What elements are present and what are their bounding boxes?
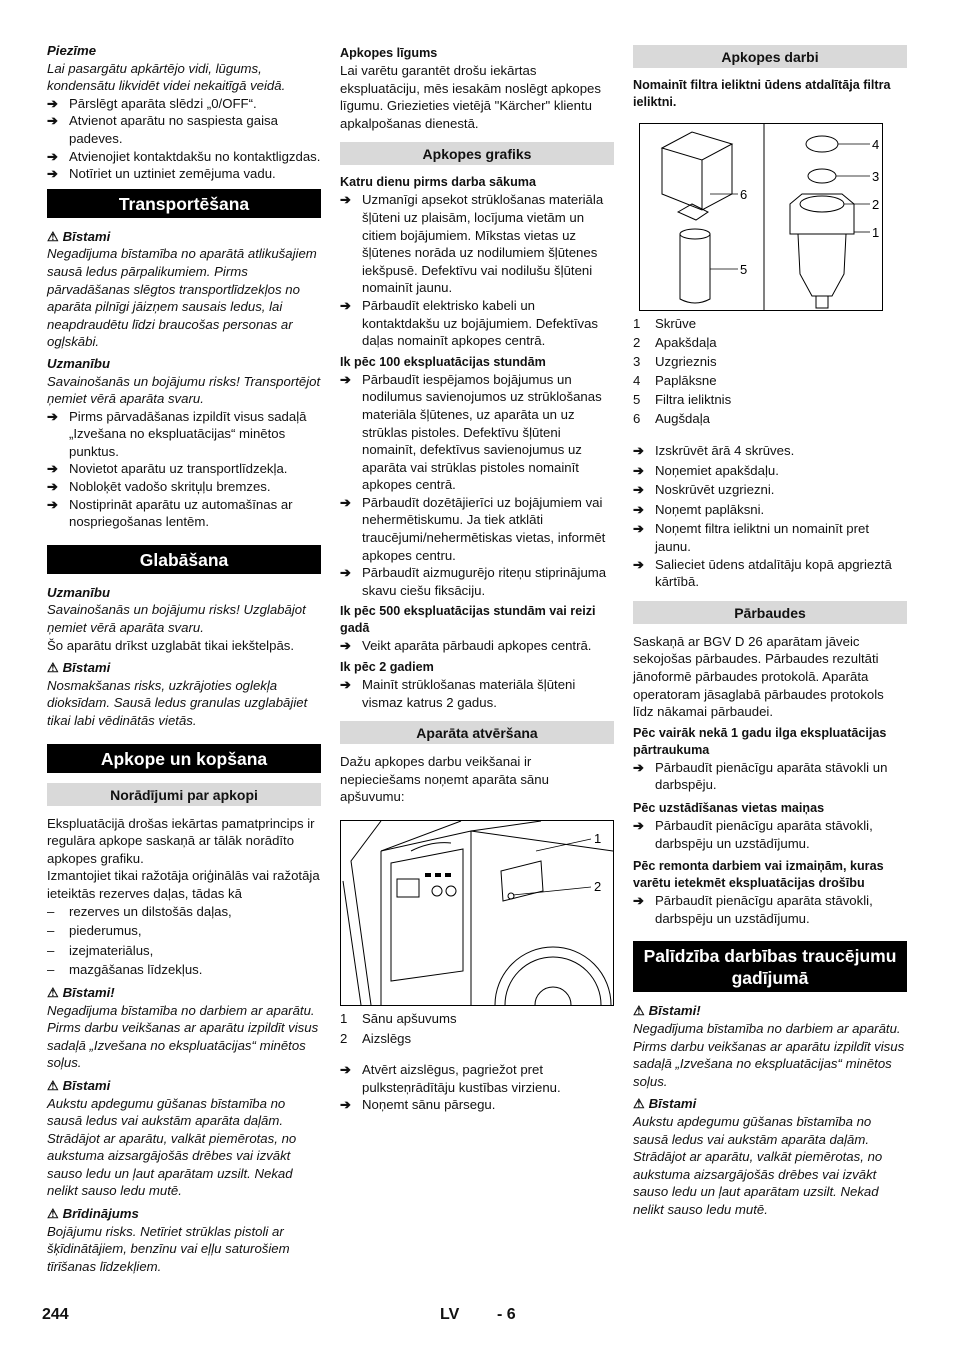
list-item: ➔ Pārbaudīt iespējamos bojājumus un nodilumus savienojumos uz strūklošanas materiāla šļūtenes, uz aparāta un uz strūklas pistoles. Defektīvu šļūteni nomainīt, defektīvus savienojumus uz aparāta vai strūklas pistoles nomainīt apkopes centrā. xyxy=(340,371,602,493)
checks-text: Saskaņā ar BGV D 26 aparātam jāveic sekojošas pārbaudes. Pārbaudes rezultāti jānoformē pārbaudes protokolā. Aparāta operatoram jāsaglabā pārbaudes protokols līdz nākamai pārbaudei. xyxy=(633,633,884,720)
hints-text: Izmantojiet tikai ražotāja oriģinālās vai ražotāja ieteiktās rezerves daļas, tādas kā xyxy=(47,868,320,901)
arrow-icon: ➔ xyxy=(633,893,645,909)
warning-label: ⚠ Bīstami xyxy=(47,228,111,244)
device-side-figure xyxy=(340,820,614,1006)
arrow-icon: ➔ xyxy=(340,371,352,387)
list-item: ➔ Pārbaudīt pienācīgu aparāta stāvokli, darbspēju un uzstādījumu. xyxy=(633,893,873,926)
contract-title: Apkopes līgums xyxy=(340,46,438,60)
language-code: LV xyxy=(440,1306,460,1323)
figure-legend xyxy=(340,1010,614,1047)
arrow-icon: ➔ xyxy=(633,462,645,478)
callout-1: 1 xyxy=(594,831,602,846)
subsection-heading-hints: Norādījumi par apkopi xyxy=(47,783,321,806)
list-item: ➔ Pārslēgt aparāta slēdzi „0/OFF“. xyxy=(47,95,257,111)
warning-icon: ⚠ xyxy=(47,228,59,244)
list-item: ➔ Izskrūvēt ārā 4 skrūves. xyxy=(633,443,795,459)
list-item: ➔ Pārbaudīt pienācīgu aparāta stāvokli, darbspēju un uzstādījumu. xyxy=(633,817,873,851)
h100-steps xyxy=(340,371,614,600)
arrow-icon: ➔ xyxy=(47,113,59,129)
list-item: ➔ Noņemt sānu pārsegu. xyxy=(340,1097,496,1113)
arrow-icon: ➔ xyxy=(47,95,59,111)
legend-item: 4 Paplāksne xyxy=(633,373,717,389)
legend-item: 1 Sānu apšuvums xyxy=(340,1011,457,1026)
page-number: 244 xyxy=(42,1306,69,1323)
list-item: ➔ Nostiprināt aparātu uz automašīnas ar nospriegošanas lentēm. xyxy=(47,496,293,530)
h100-title: Ik pēc 100 ekspluatācijas stundām xyxy=(340,354,546,369)
warning-icon: ⚠ xyxy=(47,1206,59,1222)
arrow-icon: ➔ xyxy=(47,479,59,495)
warning-label: ⚠ Bīstami xyxy=(47,660,111,676)
arrow-icon: ➔ xyxy=(340,297,352,313)
transport-steps xyxy=(47,408,321,531)
hints-text: Ekspluatācijā drošas iekārtas pamatprincips ir regulāra apkope saskaņā ar tālāk norādīto apkopes grafiku. xyxy=(47,815,315,866)
arrow-icon: ➔ xyxy=(47,496,59,512)
list-item: ➔ Atvienojiet kontaktdakšu no kontaktligzdas. xyxy=(47,148,321,164)
list-item: ➔ Mainīt strūklošanas materiāla šļūteni vismaz katrus 2 gadus. xyxy=(340,677,576,710)
filter-figure xyxy=(639,123,883,311)
parts-list xyxy=(47,903,321,979)
note-title: Piezīme xyxy=(47,43,97,58)
list-item: ➔ Noņemt filtra ieliktni un nomainīt pret jaunu. xyxy=(633,521,870,555)
list-item: ➔ Atvērt aizslēgus, pagriežot pret pulksteņrādītāju kustības virzienu. xyxy=(340,1062,561,1095)
callout-6: 6 xyxy=(740,187,748,202)
caution-label: Uzmanību xyxy=(47,355,111,371)
list-item: ➔ Pārbaudīt aizmugurējo riteņu stiprinājuma skavu ciešu fiksāciju. xyxy=(340,565,607,598)
arrow-icon: ➔ xyxy=(633,443,645,459)
column-3 xyxy=(633,42,907,1218)
list-item: ➔ Pārbaudīt dozētājierīci uz bojājumiem vai nehermētiskumu. Ja tiek atklāti traucējumi/nehermētiskas vietas, informēt apkopes centru. xyxy=(340,494,606,563)
list-item: ➔ Novietot aparātu uz transportlīdzekļa. xyxy=(47,461,288,477)
list-item: – piederumus, xyxy=(47,923,142,939)
arrow-icon: ➔ xyxy=(47,408,59,424)
list-item: – rezerves un dilstošās daļas, xyxy=(47,903,232,919)
warning-label: ⚠ Bīstami! xyxy=(633,1003,701,1019)
legend-item: 2 Apakšdaļa xyxy=(633,335,717,351)
storage-text: Šo aparātu drīkst uzglabāt tikai iekštelpās. xyxy=(47,637,295,653)
site-title: Pēc uzstādīšanas vietas maiņas xyxy=(633,800,825,815)
filter-steps xyxy=(633,442,907,591)
legend-item: 3 Uzgrieznis xyxy=(633,354,717,370)
warning-label: ⚠ Bīstami xyxy=(633,1096,697,1112)
daily-steps xyxy=(340,191,614,349)
warning-text: Aukstu apdegumu gūšanas bīstamība no sausā ledus vai aukstām aparāta daļām. Strādājot ar aparātu, valkāt piemērotas, no aukstuma aizsargājošās drēbes vai izvākt sauso ledu un ļaut aparātam uzsilt. Nekad nelikt sauso ledu mutē. xyxy=(633,1113,883,1217)
list-item: ➔ Notīriet un uztiniet zemējuma vadu. xyxy=(47,166,276,182)
subsection-heading-schedule: Apkopes grafiks xyxy=(340,142,614,165)
arrow-icon: ➔ xyxy=(47,166,59,182)
list-item: ➔ Nobloķēt vadošo skritu̦ļu bremzes. xyxy=(47,479,271,495)
arrow-icon: ➔ xyxy=(633,556,645,572)
callout-5: 5 xyxy=(740,262,748,277)
list-item: ➔ Uzmanīgi apsekot strūklošanas materiāla šļūteni uz plaisām, locījuma vietām un citiem bojājumiem. Mīkstas vietas uz šļūtenes norāda uz nodilumiem šļūtenes iekšpusē. Defektīvu vai nodilušu šļūteni nomainīt jaunu. xyxy=(340,192,604,296)
legend-item: 5 Filtra ieliktnis xyxy=(633,392,732,408)
callout-3: 3 xyxy=(872,169,880,184)
caution-text: Savainošanās un bojājumu risks! Uzglabājot ņemiet vērā aparāta svaru. xyxy=(47,602,306,636)
list-item: ➔ Veikt aparāta pārbaudi apkopes centrā. xyxy=(340,638,592,654)
arrow-icon: ➔ xyxy=(340,638,352,654)
callout-1: 1 xyxy=(872,225,880,240)
legend-item: 1 Skrūve xyxy=(633,316,697,331)
legend-item: 2 Aizslēgs xyxy=(340,1030,412,1046)
warning-icon: ⚠ xyxy=(47,1077,59,1093)
daily-title: Katru dienu pirms darba sākuma xyxy=(340,175,536,190)
arrow-icon: ➔ xyxy=(340,494,352,510)
legend-item: 6 Augšdaļa xyxy=(633,411,710,427)
callout-2: 2 xyxy=(872,197,880,212)
warning-label: ⚠ Bīstami xyxy=(47,1077,111,1093)
filter-title: Nomainīt filtra ieliktni ūdens atdalītāja filtra ieliktni. xyxy=(633,78,891,109)
h500-title: Ik pēc 500 ekspluatācijas stundām vai reizi gadā xyxy=(340,604,596,636)
section-heading-help: Palīdzība darbības traucējumu gadījumā xyxy=(633,941,907,992)
caution-text: Savainošanās un bojājumu risks! Transportējot ņemiet vērā aparāta svaru. xyxy=(47,373,321,407)
note-text: Lai pasargātu apkārtējo vidi, lūgums, kondensātu likvidēt videi nekaitīgā veidā. xyxy=(47,60,286,94)
filter-illustration xyxy=(640,124,882,310)
list-item: ➔ Atvienot aparātu no saspiesta gaisa padeves. xyxy=(47,113,278,146)
arrow-icon: ➔ xyxy=(47,461,59,477)
subsection-heading-work: Apkopes darbi xyxy=(633,45,907,68)
warning-icon: ⚠ xyxy=(47,984,59,1000)
list-item: ➔ Pārbaudīt elektrisko kabeli un kontaktdakšu uz bojājumiem. Defektīvas daļas nomainīt apkopes centrā. xyxy=(340,297,599,349)
arrow-icon: ➔ xyxy=(633,759,645,775)
caution-label: Uzmanību xyxy=(47,584,111,600)
callout-2: 2 xyxy=(594,879,602,894)
pause-title: Pēc vairāk nekā 1 gadu ilga ekspluatācijas pārtraukuma xyxy=(633,725,887,757)
arrow-icon: ➔ xyxy=(340,1097,352,1113)
repair-title: Pēc remonta darbiem vai izmaiņām, kuras varētu ietekmēt ekspluatācijas drošību xyxy=(633,859,884,891)
arrow-icon: ➔ xyxy=(340,677,352,693)
arrow-icon: ➔ xyxy=(340,1062,352,1078)
arrow-icon: ➔ xyxy=(633,501,645,517)
device-side-illustration xyxy=(341,821,613,1005)
warning-text: Negadījuma bīstamība no darbiem ar aparātu. Pirms darbu veikšanas ar aparātu izpildīt visus sadaļā „Izvešana no ekspluatācijas“ minētos soļus. xyxy=(47,1002,319,1071)
open-steps xyxy=(340,1061,614,1114)
list-item: ➔ Noņemt paplāksni. xyxy=(633,501,765,517)
warning-icon: ⚠ xyxy=(633,1003,645,1019)
list-item: ➔ Pārbaudīt pienācīgu aparāta stāvokli un darbspēju. xyxy=(633,759,888,793)
callout-4: 4 xyxy=(872,137,880,152)
arrow-icon: ➔ xyxy=(633,521,645,537)
list-item: ➔ Pirms pārvadāšanas izpildīt visus sadaļā „Izvešana no ekspluatācijas“ minētos punktus. xyxy=(47,408,307,459)
y2-title: Ik pēc 2 gadiem xyxy=(340,660,434,675)
arrow-icon: ➔ xyxy=(340,565,352,581)
list-item: – mazgāšanas līdzekļus. xyxy=(47,962,203,978)
warning-label: ⚠ Bīstami! xyxy=(47,984,115,1000)
filter-legend xyxy=(633,315,907,428)
arrow-icon: ➔ xyxy=(340,192,352,208)
arrow-icon: ➔ xyxy=(47,148,59,164)
section-heading-transport: Transportēšana xyxy=(47,189,321,218)
list-item: ➔ Noņemiet apakšdaļu. xyxy=(633,462,779,478)
note-steps xyxy=(47,95,321,183)
subsection-heading-opening: Aparāta atvēršana xyxy=(340,721,614,744)
warning-text: Negadījuma bīstamība no aparātā atlikušajiem sausā ledus pārpalikumiem. Pirms pārvadāšanas slēgtos transportlīdzekļos no aparāta pilnīgi jāizņem sausais ledus, lai neapdraudētu līdzi braucošas personas ar ogļskābi. xyxy=(47,246,317,350)
list-item: ➔ Noskrūvēt uzgriezni. xyxy=(633,482,775,498)
arrow-icon: ➔ xyxy=(633,817,645,833)
column-1 xyxy=(47,42,321,1275)
subsection-heading-checks: Pārbaudes xyxy=(633,601,907,624)
warning-label: ⚠ Brīdinājums xyxy=(47,1206,139,1222)
warning-icon: ⚠ xyxy=(633,1096,645,1112)
warning-text: Negadījuma bīstamība no darbiem ar aparātu. Pirms darbu veikšanas ar aparātu izpildīt visus sadaļā „Izvešana no ekspluatācijas“ minētos soļus. xyxy=(633,1020,905,1089)
section-heading-care: Apkope un kopšana xyxy=(47,744,321,773)
sub-page-number: - 6 xyxy=(497,1306,516,1323)
warning-text: Bojājumu risks. Netīriet strūklas pistoli ar šķīdinātājiem, benzīnu vai eļļu saturošiem tīrīšanas līdzekļiem. xyxy=(47,1223,290,1274)
list-item: – izejmateriālus, xyxy=(47,942,154,958)
warning-icon: ⚠ xyxy=(47,660,59,676)
warning-text: Nosmakšanas risks, uzkrājoties oglekļa dioksīdam. Sausā ledus granulas uzglabājiet tikai labi vēdinātās vietās. xyxy=(47,677,308,728)
column-2 xyxy=(340,42,614,1114)
open-text: Dažu apkopes darbu veikšanai ir nepieciešams noņemt aparāta sānu apšuvumu: xyxy=(340,754,549,805)
warning-text: Aukstu apdegumu gūšanas bīstamība no sausā ledus vai aukstām aparāta daļām. Strādājot ar aparātu, valkāt piemērotas, no aukstuma aizsargājošās drēbes vai izvākt sauso ledu un ļaut aparātam uzsilt. Nekad nelikt sauso ledu mutē. xyxy=(47,1095,297,1199)
arrow-icon: ➔ xyxy=(633,482,645,498)
list-item: ➔ Salieciet ūdens atdalītāju kopā apgrieztā kārtībā. xyxy=(633,556,892,590)
section-heading-storage: Glabāšana xyxy=(47,545,321,574)
contract-text: Lai varētu garantēt drošu iekārtas ekspluatāciju, mēs iesakām noslēgt apkopes līgumu. Griezieties vietējā "Kärcher" klientu apkalpošanas dienestā. xyxy=(340,63,601,131)
